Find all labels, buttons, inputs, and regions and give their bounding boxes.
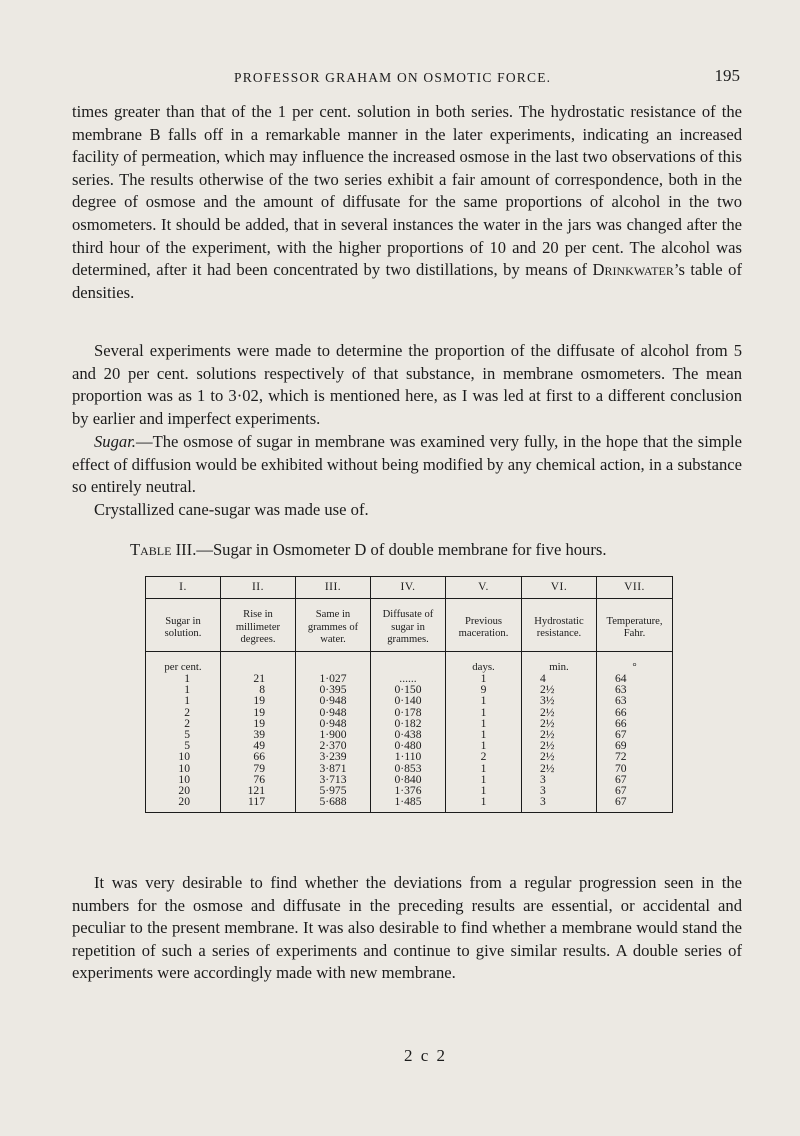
table-cell: 1·900: [319, 727, 347, 741]
table-cell: 2½: [540, 705, 555, 719]
column-values: [371, 673, 445, 807]
table-cell: 0·853: [394, 761, 422, 775]
table-cell: 2·370: [319, 739, 347, 753]
table-column-4: [371, 577, 446, 812]
table-cell: 1·376: [394, 783, 422, 797]
table-cell: 0·948: [319, 705, 347, 719]
table-cell: 67: [615, 772, 627, 786]
table-cell: 3·239: [319, 750, 347, 764]
table-cell: 1: [184, 672, 190, 685]
table-cell: 10: [178, 761, 190, 775]
column-header: Hydrostatic resistance.: [534, 615, 584, 639]
paragraph-1-text: times greater than that of the 1 per cent. solution in both series. The hydrostatic resistance of the membrane B falls off in a remarkable manner in the later experiments, indicating an increased facility of permeation, which may influence the increased osmose in the last two observations of this series. The results otherwise of the two series exhibit a fair amount of correspondence, both in the degree of osmose and the amount of diffusate for the same proportions of alcohol in the two osmometers. It should be added, that in several instances the water in the jars was changed after the third hour of the experiment, with the higher proportions of 10 and 20 per cent. The alcohol was determined, after it had been concentrated by two distillations, by means of: [72, 102, 742, 280]
table-cell: 1: [480, 783, 487, 797]
table-cell: 3: [540, 772, 546, 786]
paragraph-3-text: —The osmose of sugar in membrane was examined very fully, in the hope that the simple effect of diffusion would be exhibited without being modified by any chemical action, in a substance so entirely neutral.: [72, 432, 742, 497]
table-cell: 66: [615, 716, 627, 730]
table-cell: 3½: [540, 694, 555, 708]
column-number: VI.: [550, 581, 568, 593]
table-cell: 20: [178, 783, 190, 797]
column-unit: min.: [549, 661, 569, 673]
table-column-3: [296, 577, 371, 812]
table-cell: 1: [480, 705, 487, 719]
table-cell: 1: [480, 672, 487, 685]
column-unit: per cent.: [164, 661, 202, 673]
column-header: Temperature, Fahr.: [606, 615, 663, 639]
table-cell: 2: [184, 705, 190, 719]
column-values: [597, 673, 672, 807]
table-cell: 2½: [540, 761, 555, 775]
table-cell: 0·395: [319, 683, 347, 697]
table-cell: 2½: [540, 727, 555, 741]
table-cell: 1: [480, 761, 487, 775]
data-table: [145, 576, 673, 813]
table-cell: 2½: [540, 683, 555, 697]
table-cell: 72: [615, 750, 627, 764]
table-cell: 39: [253, 727, 265, 741]
paragraph-2-text: Several experiments were made to determine the proportion of the diffusate of alcohol from 5 and 20 per cent. solutions respectively of that substance, in membrane osmometers. The mean proportion was as 1 to 3·02, which is mentioned here, as I was led at first to a different conclusion by earlier and imperfect experiments.: [72, 341, 742, 428]
table-cell: 0·840: [394, 772, 422, 786]
table-cell: 21: [253, 672, 265, 685]
table-cell: 1: [480, 727, 487, 741]
table-cell: 5·975: [319, 783, 347, 797]
table-cell: 19: [253, 694, 265, 708]
paragraph-5-text: It was very desirable to find whether the deviations from a regular progression seen in the numbers for the osmose and diffusate in the preceding results are essential, or accidental and peculiar to the present membrane. It was also desirable to find whether a membrane would stand the repetition of such a series of experiments and continue to give similar results. A double series of experiments were accordingly made with new membrane.: [72, 873, 742, 983]
table-cell: 10: [178, 750, 190, 764]
table-cell: 1: [480, 716, 487, 730]
table-cell: 1·485: [394, 795, 422, 809]
table-cell: 1: [480, 739, 487, 753]
table-cell: 3: [540, 783, 546, 797]
table-cell: 2½: [540, 750, 555, 764]
table-cell: 0·150: [394, 683, 422, 697]
column-number: V.: [478, 581, 489, 593]
column-header: Previous maceration.: [458, 615, 509, 639]
table-column-7: [597, 577, 672, 812]
running-head: PROFESSOR GRAHAM ON OSMOTIC FORCE.: [234, 70, 552, 85]
table-cell: 9: [480, 683, 487, 697]
paragraph-1: [72, 101, 742, 304]
table-cell: 0·182: [394, 716, 422, 730]
paragraph-3: [72, 431, 742, 499]
column-values: [446, 673, 521, 807]
page-number: 195: [714, 66, 740, 85]
table-cell: 1·110: [394, 750, 422, 764]
table-cell: 67: [615, 727, 627, 741]
table-cell: 0·948: [319, 716, 347, 730]
section-lead: Sugar.: [94, 432, 136, 451]
table-column-2: [221, 577, 296, 812]
table-cell: 67: [615, 795, 627, 809]
table-cell: 1: [480, 795, 487, 809]
table-cell: 10: [178, 772, 190, 786]
table-cell: 0·178: [394, 705, 422, 719]
table-cell: 0·140: [394, 694, 422, 708]
author-name: Drinkwater: [592, 260, 674, 280]
column-number: VII.: [624, 581, 645, 593]
column-values: [221, 673, 295, 807]
table-cell: 19: [253, 705, 265, 719]
page-header: [72, 66, 744, 90]
column-unit: °: [632, 661, 637, 673]
table-cell: 19: [253, 716, 265, 730]
paragraph-4-text: Crystallized cane-sugar was made use of.: [94, 500, 369, 519]
column-unit: days.: [472, 661, 495, 673]
table-cell: 20: [178, 795, 190, 809]
table-cell: 1: [184, 683, 190, 697]
table-column-5: [446, 577, 522, 812]
table-cell: 63: [615, 694, 627, 708]
table-cell: 117: [248, 795, 265, 809]
table-cell: ......: [399, 672, 417, 685]
column-values: [522, 673, 596, 807]
table-cell: 63: [615, 683, 627, 697]
paragraph-1-tail: ’s table of densities.: [72, 260, 742, 302]
table-column-6: [522, 577, 597, 812]
signature-mark: 2 c 2: [404, 1046, 448, 1065]
table-cell: 66: [253, 750, 265, 764]
table-cell: 69: [615, 739, 627, 753]
table-cell: 2: [480, 750, 487, 764]
table-cell: 3·871: [319, 761, 347, 775]
table-cell: 1: [480, 772, 487, 786]
column-header: Rise in millimeter degrees.: [235, 609, 281, 646]
table-cell: 3·713: [319, 772, 347, 786]
table-cell: 76: [253, 772, 265, 786]
column-header: Diffusate of sugar in grammes.: [382, 609, 434, 646]
table-cell: 0·480: [394, 739, 422, 753]
table-cell: 66: [615, 705, 627, 719]
table-cell: 70: [615, 761, 627, 775]
table-cell: 5: [184, 739, 190, 753]
column-header: Sugar in solution.: [164, 615, 202, 639]
table-cell: 2: [184, 716, 190, 730]
column-values: [146, 673, 220, 807]
table-cell: 67: [615, 783, 627, 797]
table-cell: 3: [540, 795, 546, 809]
table-caption: [130, 540, 730, 560]
table-cell: 121: [247, 783, 265, 797]
paragraph-2: [72, 340, 742, 430]
table-cell: 49: [253, 739, 265, 753]
table-title: —Sugar in Osmometer D of double membrane for five hours.: [196, 540, 607, 559]
table-cell: 1·027: [319, 672, 347, 685]
column-number: II.: [251, 581, 265, 593]
table-cell: 4: [540, 672, 546, 685]
column-values: [296, 673, 370, 807]
column-number: III.: [324, 581, 342, 593]
column-header: Same in grammes of water.: [307, 609, 359, 646]
table-cell: 64: [615, 672, 627, 685]
table-cell: 0·948: [319, 694, 347, 708]
table-cell: 0·438: [394, 727, 422, 741]
table-column-1: [146, 577, 221, 812]
table-cell: 2½: [540, 739, 555, 753]
column-number: IV.: [400, 581, 416, 593]
table-cell: 1: [480, 694, 487, 708]
paragraph-4: [72, 499, 742, 522]
table-cell: 5·688: [319, 795, 347, 809]
table-cell: 79: [253, 761, 265, 775]
table-cell: 8: [259, 683, 265, 697]
column-number: I.: [179, 581, 187, 593]
table-cell: 1: [184, 694, 190, 708]
paragraph-5: [72, 872, 742, 985]
table-cell: 5: [184, 727, 190, 741]
table-label: Table III.: [130, 540, 197, 559]
table-cell: 2½: [540, 716, 555, 730]
